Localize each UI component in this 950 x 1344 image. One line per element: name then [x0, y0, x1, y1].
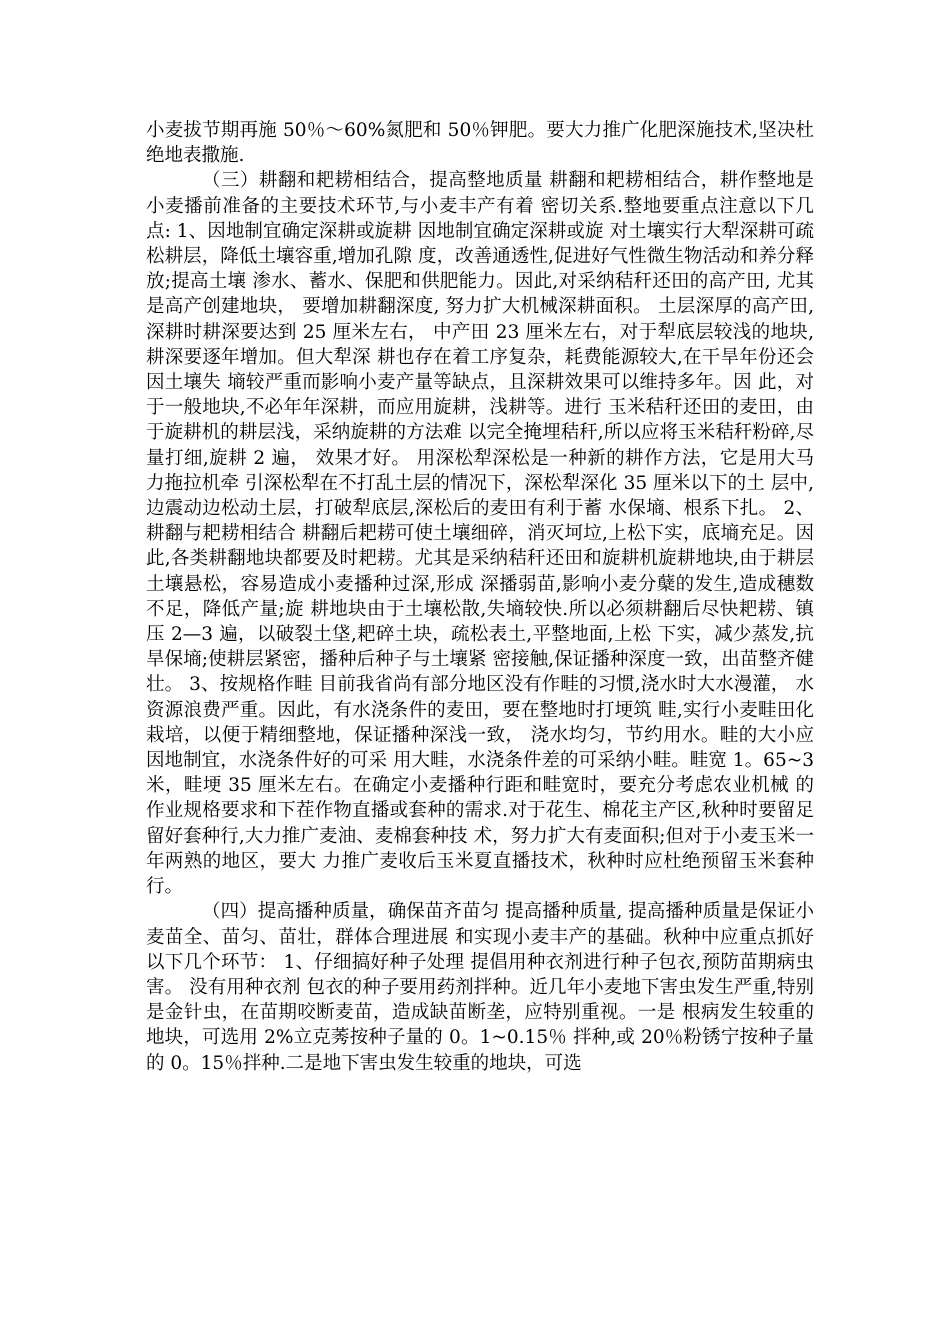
paragraph-sowing-quality: （四）提高播种质量，确保苗齐苗匀 提高播种质量, 提高播种质量是保证小麦苗全、苗匀、苗壮，群体合理进展 和实现小麦丰产的基础。秋种中应重点抓好以下几个环节： 1、仔细搞好种子处理 提倡用种衣剂进行种子包衣,预防苗期病虫害。 没有用种衣剂 包衣的种子要用药剂拌种。近几年小麦地下害虫发生严重,特别 是金针虫，在苗期咬断麦苗，造成缺苗断垄，应特别重视。一是 根病发生较重的地块，可选用 2%立克莠按种子量的 0。1~0.15％ 拌种,或 20％粉锈宁按种子量的 0。15％拌种.二是地下害虫发生较重的地块，可选 — [146, 901, 814, 1074]
paragraph-tillage: （三）耕翻和耙耢相结合，提高整地质量 耕翻和耙耢相结合，耕作整地是小麦播前准备的主要技术环节,与小麦丰产有着 密切关系.整地要重点注意以下几点: 1、因地制宜确定深耕或旋耕 因地制宜确定深耕或旋 对土壤实行大犁深耕可疏松耕层，降低土壤容重,增加孔隙 度，改善通透性,促进好气性微生物活动和养分释放;提高土壤 渗水、蓄水、保肥和供肥能力。因此,对采纳秸秆还田的高产田, 尤其是高产创建地块， 要增加耕翻深度, 努力扩大机械深耕面积。 土层深厚的高产田,深耕时耕深要达到 25 厘米左右， 中产田 23 厘米左右，对于犁底层较浅的地块,耕深要逐年增加。但大犁深 耕也存在着工序复杂，耗费能源较大,在干旱年份还会因土壤失 墒较严重而影响小麦产量等缺点，且深耕效果可以维持多年。因 此，对于一般地块,不必年年深耕，而应用旋耕，浅耕等。进行 玉米秸秆还田的麦田，由于旋耕机的耕层浅，采纳旋耕的方法难 以完全掩埋秸秆,所以应将玉米秸秆粉碎,尽量打细,旋耕 2 遍， 效果才好。 用深松犁深松是一种新的耕作方法，它是用大马力拖拉机牵 引深松犁在不打乱土层的情况下，深松犁深化 35 厘米以下的土 层中,边震动边松动土层，打破犁底层,深松后的麦田有利于蓄 水保墒、根系下扎。 2、耕翻与耙耢相结合 耕翻后耙耢可使土壤细碎，消灭坷垃,上松下实，底墒充足。因此,各类耕翻地块都要及时耙耢。尤其是采纳秸秆还田和旋耕机旋耕地块,由于耕层土壤悬松，容易造成小麦播种过深,形成 深播弱苗,影响小麦分蘖的发生,造成穗数不足，降低产量;旋 耕地块由于土壤松散,失墒较快.所以必须耕翻后尽快耙耢、镇 压 2—3 遍，以破裂土垡,耙碎土块，疏松表土,平整地面,上松 下实，减少蒸发,抗旱保墒;使耕层紧密，播种后种子与土壤紧 密接触,保证播种深度一致，出苗整齐健壮。 3、按规格作畦 目前我省尚有部分地区没有作畦的习惯,浇水时大水漫灌， 水资源浪费严重。因此，有水浇条件的麦田，要在整地时打埂筑 畦,实行小麦畦田化栽培，以便于精细整地，保证播种深浅一致， 浇水均匀，节约用水。畦的大小应因地制宜，水浇条件好的可采 用大畦，水浇条件差的可采纳小畦。畦宽 1。65~3 米，畦埂 35 厘米左右。在确定小麦播种行距和畦宽时，要充分考虑农业机械 的作业规格要求和下茬作物直播或套种的需求.对于花生、棉花主产区,秋种时要留足留好套种行,大力推广麦油、麦棉套种技 术，努力扩大有麦面积;但对于小麦玉米一年两熟的地区，要大 力推广麦收后玉米夏直播技术，秋种时应杜绝预留玉米套种行。 — [146, 170, 814, 898]
document-body — [146, 118, 814, 1076]
paragraph-fertilizer: 小麦拔节期再施 50％～60%氮肥和 50％钾肥。要大力推广化肥深施技术,坚决杜绝地表撒施. — [146, 120, 814, 167]
